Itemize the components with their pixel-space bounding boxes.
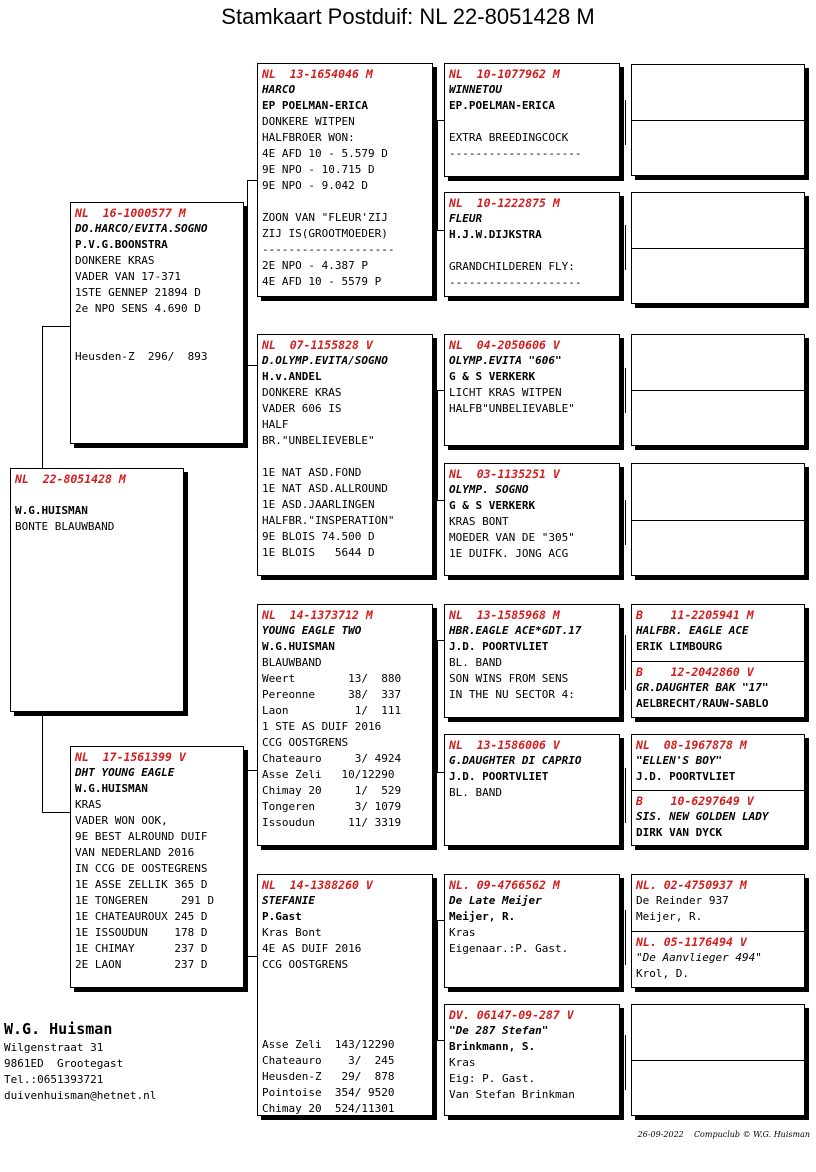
ring-number: NL 13-1654046 M [262,67,373,81]
connector-line [625,368,626,413]
breeder: ERIK LIMBOURG [636,640,723,653]
card-line: Issoudun 11/ 3319 [262,816,402,829]
breeder: Meijer, R. [449,910,516,923]
ring-number: NL 14-1388260 V [262,878,373,892]
ring-number: NL 10-1222875 M [449,196,560,210]
ring-number: NL 03-1135251 V [449,467,560,481]
card-line: -------------------- [449,147,582,160]
card-line: LICHT KRAS WITPEN [449,386,562,399]
card-line: CCG OOSTGRENS [262,736,349,749]
connector-line [437,390,438,500]
card-line: Eigenaar.:P. Gast. [449,942,569,955]
connector-line [437,640,438,772]
card-line: 2e NPO SENS 4.690 D [75,302,201,315]
card-line: 9E NPO - 10.715 D [262,163,375,176]
card-line: DONKERE WITPEN [262,115,355,128]
ring-number: NL 07-1155828 V [262,338,373,352]
g5-card [631,192,805,304]
g5-card [631,64,805,176]
connector-line [625,768,626,823]
connector-line [42,326,71,327]
ring-number: NL 14-1373712 M [262,608,373,622]
card-line: 4E AFD 10 - 5579 P [262,275,382,288]
card-line: KRAS [75,798,102,811]
pigeon-name: SIS. NEW GOLDEN LADY [636,810,769,823]
ring-number: NL. 05-1176494 V [636,935,747,949]
mm-sire-card [444,874,620,988]
card-line: 1E TONGEREN 291 D [75,894,215,907]
card-line: 4E AFD 10 - 5.579 D [262,147,388,160]
ff-sire-card [444,63,620,177]
card-line [262,1021,428,1037]
card-line [262,989,428,1005]
card-line: 1E ASD.JAARLINGEN [262,498,375,511]
card-line: 4E AS DUIF 2016 [262,942,362,955]
pigeon-name: G.DAUGHTER DI CAPRIO [449,754,582,767]
ring-number: NL 10-1077962 M [449,67,560,81]
g5-card [631,734,805,846]
page-title: Stamkaart Postduif: NL 22-8051428 M [221,4,595,29]
g5-slot-empty [632,65,804,120]
breeder: Krol, D. [636,967,689,980]
mm-dam-card [444,1004,620,1116]
pigeon-name: DHT YOUNG EAGLE [75,766,175,779]
card-line: 1E NAT ASD.FOND [262,466,362,479]
owner-city: 9861ED Grootegast [4,1057,124,1070]
ring-number: NL 13-1585968 M [449,608,560,622]
card-line: 1E CHATEAUROUX 245 D [75,910,208,923]
ring-number: NL 17-1561399 V [75,750,186,764]
card-line: Chimay 20 1/ 529 [262,784,402,797]
card-line [15,487,179,503]
g5-card [631,463,805,576]
card-line: VADER 606 IS [262,402,342,415]
g5-slot [632,790,804,845]
card-line: CCG OOSTGRENS [262,958,349,971]
ring-number: NL 22-8051428 M [15,472,126,486]
card-line: IN CCG DE OOSTEGRENS [75,862,208,875]
card-line: Tongeren 3/ 1079 [262,800,402,813]
mother-sire-card [257,604,433,846]
pigeon-name: STEFANIE [262,894,315,907]
card-line: BL. BAND [449,656,502,669]
card-line: Kras Bont [262,926,322,939]
card-line: 1E DUIFK. JONG ACG [449,547,569,560]
mother-card [70,746,244,988]
card-line: GRANDCHILDEREN FLY: [449,260,575,273]
card-line: -------------------- [449,276,582,289]
pigeon-name: GR.DAUGHTER BAK "17" [636,681,769,694]
card-line: Asse Zeli 10/12290 [262,768,395,781]
card-line: VADER WON OOK, [75,814,168,827]
breeder: G & S VERKERK [449,499,536,512]
card-line: HALFBR."INSPERATION" [262,514,395,527]
card-line: 1E CHIMAY 237 D [75,942,208,955]
card-line: W.G.HUISMAN [15,504,88,517]
breeder: P.V.G.BOONSTRA [75,238,168,251]
breeder: Brinkmann, S. [449,1040,536,1053]
subject-pigeon-card [10,468,184,712]
g5-slot-empty [632,390,804,445]
pigeon-name: HARCO [262,83,296,96]
connector-line [247,180,248,365]
g5-slot-empty [632,120,804,175]
credit: Compuclub © W.G. Huisman [693,1130,810,1139]
card-line [262,973,428,989]
connector-line [437,120,438,230]
ring-number: B 10-6297649 V [636,794,754,808]
connector-line [42,712,43,812]
g5-slot [632,661,804,717]
card-line: HALF [262,418,289,431]
g5-slot-empty [632,520,804,576]
ring-number: NL 16-1000577 M [75,206,186,220]
pigeon-name: HALFBR. EAGLE ACE [636,624,749,637]
father-sire-card [257,63,433,297]
card-line: VADER VAN 17-371 [75,270,181,283]
breeder: J.D. POORTVLIET [449,640,549,653]
card-line: 1E ISSOUDUN 178 D [75,926,208,939]
owner-contact [4,1018,156,1104]
breeder: J.D. POORTVLIET [449,770,549,783]
card-line: -------------------- [262,243,395,256]
ring-number: DV. 06147-09-287 V [449,1008,574,1022]
breeder: Meijer, R. [636,910,703,923]
card-line: 1E NAT ASD.ALLROUND [262,482,388,495]
card-line [75,333,239,349]
connector-line [42,812,71,813]
card-line: Eig: P. Gast. [449,1072,536,1085]
card-line: BR."UNBELIEVEBLE" [262,434,375,447]
connector-line [625,225,626,270]
card-line: Pointoise 354/ 9520 [262,1086,395,1099]
g5-card [631,604,805,718]
father-card [70,202,244,444]
connector-line [42,326,43,468]
g5-slot [632,605,804,661]
breeder: G & S VERKERK [449,370,536,383]
connector-line [247,770,248,956]
card-line: 9E BLOIS 74.500 D [262,530,375,543]
card-line: 1STE GENNEP 21894 D [75,286,201,299]
card-line: Weert 13/ 880 [262,672,402,685]
card-line: 1 STE AS DUIF 2016 [262,720,382,733]
pigeon-name: DO.HARCO/EVITA.SOGNO [75,222,208,235]
pigeon-name: De Late Meijer [449,894,542,907]
card-line: 1E BLOIS 5644 D [262,546,375,559]
card-line: BL. BAND [449,786,502,799]
g5-slot [632,735,804,790]
ring-number: NL. 02-4750937 M [636,878,747,892]
breeder: EP.POELMAN-ERICA [449,99,555,112]
card-line: 9E NPO - 9.042 D [262,179,368,192]
card-line: 1E ASSE ZELLIK 365 D [75,878,208,891]
card-line: Pereonne 38/ 337 [262,688,402,701]
card-line: HALFBROER WON: [262,131,355,144]
pigeon-name: "De Aanvlieger 494" [636,951,762,964]
pigeon-name: HBR.EAGLE ACE*GDT.17 [449,624,582,637]
card-line [75,317,239,333]
card-line: VAN NEDERLAND 2016 [75,846,195,859]
card-line: 2E LAON 237 D [75,958,208,971]
card-line: IN THE NU SECTOR 4: [449,688,575,701]
card-line [449,114,615,130]
card-line [449,243,615,259]
pigeon-name: De Reinder 937 [636,894,729,907]
g5-slot [632,931,804,987]
g5-slot-empty [632,248,804,303]
card-line: Van Stefan Brinkman [449,1088,575,1101]
father-dam-card [257,334,433,576]
breeder: EP POELMAN-ERICA [262,99,368,112]
card-line: Chateauro 3/ 245 [262,1054,395,1067]
mother-dam-card [257,874,433,1116]
breeder: H.J.W.DIJKSTRA [449,228,542,241]
breeder: J.D. POORTVLIET [636,770,736,783]
ring-number: NL. 09-4766562 M [449,878,560,892]
pigeon-name: YOUNG EAGLE TWO [262,624,362,637]
connector-line [625,1035,626,1090]
g5-card [631,874,805,988]
card-line: SON WINS FROM SENS [449,672,569,685]
card-line: HALFB"UNBELIEVABLE" [449,402,575,415]
mf-dam-card [444,734,620,846]
connector-line [625,500,626,545]
card-line: Asse Zeli 143/12290 [262,1038,395,1051]
card-line: BLAUWBAND [262,656,322,669]
card-line: ZIJ IS(GROOTMOEDER) [262,227,388,240]
card-line: Heusden-Z 29/ 878 [262,1070,395,1083]
fm-sire-card [444,334,620,446]
pigeon-name: "ELLEN'S BOY" [636,754,723,767]
g5-slot-empty [632,464,804,520]
ring-number: NL 08-1967878 M [636,738,747,752]
g5-slot-empty [632,193,804,248]
g5-card [631,334,805,446]
card-line: EXTRA BREEDINGCOCK [449,131,569,144]
connector-line [625,100,626,145]
card-line: Chateauro 3/ 4924 [262,752,402,765]
connector-line [437,920,438,1040]
pigeon-name: FLEUR [449,212,483,225]
card-line [262,1005,428,1021]
ring-number: NL 04-2050606 V [449,338,560,352]
connector-line [625,910,626,965]
breeder: P.Gast [262,910,302,923]
ring-number: B 12-2042860 V [636,665,754,679]
g5-card [631,1004,805,1116]
owner-phone: Tel.:0651393721 [4,1073,104,1086]
breeder: H.v.ANDEL [262,370,322,383]
card-line: Kras [449,926,476,939]
card-line: 9E BEST ALROUND DUIF [75,830,208,843]
card-line: BONTE BLAUWBAND [15,520,115,533]
ring-number: B 11-2205941 M [636,608,754,622]
breeder: W.G.HUISMAN [75,782,148,795]
breeder: DIRK VAN DYCK [636,826,723,839]
card-line: DONKERE KRAS [75,254,155,267]
breeder: W.G.HUISMAN [262,640,335,653]
card-line: MOEDER VAN DE "305" [449,531,575,544]
card-line [262,449,428,465]
connector-line [625,635,626,690]
card-line: Heusden-Z 296/ 893 [75,350,208,363]
card-line: ZOON VAN "FLEUR'ZIJ [262,211,388,224]
owner-street: Wilgenstraat 31 [4,1041,104,1054]
pigeon-name: "De 287 Stefan" [449,1024,549,1037]
ff-dam-card [444,192,620,297]
g5-slot [632,875,804,931]
card-line: Laon 1/ 111 [262,704,402,717]
ring-number: NL 13-1586006 V [449,738,560,752]
mf-sire-card [444,604,620,718]
card-line: DONKERE KRAS [262,386,342,399]
fm-dam-card [444,463,620,576]
card-line [262,194,428,210]
pigeon-name: WINNETOU [449,83,502,96]
breeder: AELBRECHT/RAUW-SABLO [636,697,769,710]
owner-name: W.G. Huisman [4,1020,113,1038]
pigeon-name: OLYMP.EVITA "606" [449,354,562,367]
g5-slot-empty [632,335,804,390]
print-date: 26-09-2022 [637,1130,684,1139]
card-line: Chimay 20 524/11301 [262,1102,395,1115]
owner-email[interactable]: duivenhuisman@hetnet.nl [4,1089,157,1102]
card-line: 2E NPO - 4.387 P [262,259,368,272]
g5-slot-empty [632,1060,804,1115]
card-line: KRAS BONT [449,515,509,528]
pigeon-name: D.OLYMP.EVITA/SOGNO [262,354,388,367]
pigeon-name: OLYMP. SOGNO [449,483,529,496]
card-line: Kras [449,1056,476,1069]
g5-slot-empty [632,1005,804,1060]
footer [638,1130,810,1139]
